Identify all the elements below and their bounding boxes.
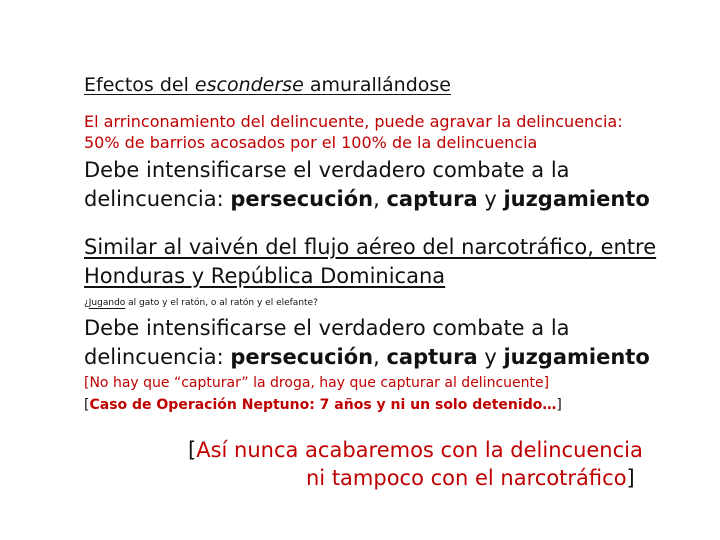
similar-line-2: Honduras y República Dominicana <box>84 264 446 288</box>
heading-post: amurallándose <box>303 74 451 96</box>
block1-sep-1: , <box>373 187 387 211</box>
bracket-line-2 <box>84 397 562 413</box>
quote-text-2: ni tampoco con el narcotráfico <box>306 466 627 490</box>
bracket-line-2-text: Caso de Operación Neptuno: 7 años y ni un solo detenido… <box>89 397 557 413</box>
block2-word-juzgamiento: juzgamiento <box>503 345 650 369</box>
quote-text-1: Así nunca acabaremos con la delincuencia <box>196 438 643 462</box>
quote-open: [ <box>188 438 197 462</box>
bracket-close: ] <box>556 397 562 413</box>
block2-word-persecucion: persecución <box>230 345 374 369</box>
small-note-pre: ¿ <box>84 298 89 308</box>
small-note-underlined: Jugando <box>88 298 126 308</box>
small-note-post: al gato y el ratón, o al ratón y el elefante? <box>125 298 318 308</box>
quote-line-2 <box>306 466 635 490</box>
quote-line-1 <box>188 438 643 462</box>
bracket-open: [ <box>84 397 90 413</box>
block1-word-persecucion: persecución <box>230 187 374 211</box>
block1-word-juzgamiento: juzgamiento <box>503 187 650 211</box>
block2-sep-1: , <box>373 345 387 369</box>
similar-line-1: Similar al vaivén del flujo aéreo del narcotráfico, entre <box>84 235 657 259</box>
red-text-line-2: 50% de barrios acosados por el 100% de la delincuencia <box>84 133 538 152</box>
slide-heading <box>84 74 451 96</box>
heading-pre: Efectos del <box>84 74 195 96</box>
block1-line-2 <box>84 187 650 211</box>
block2-line-1: Debe intensificarse el verdadero combate a la <box>84 316 570 340</box>
quote-close: ] <box>626 466 635 490</box>
block1-sep-2: y <box>477 187 504 211</box>
block1-word-captura: captura <box>386 187 478 211</box>
block1-prefix: delincuencia: <box>84 187 231 211</box>
block2-line-2 <box>84 345 650 369</box>
heading-emphasis: esconderse <box>194 74 304 96</box>
block2-prefix: delincuencia: <box>84 345 231 369</box>
red-text-line-1: El arrinconamiento del delincuente, puede agravar la delincuencia: <box>84 112 623 131</box>
bracket-line-1: [No hay que “capturar” la droga, hay que capturar al delincuente] <box>84 375 550 391</box>
block2-word-captura: captura <box>386 345 478 369</box>
block1-line-1: Debe intensificarse el verdadero combate a la <box>84 158 570 182</box>
small-note <box>84 298 318 308</box>
block2-sep-2: y <box>477 345 504 369</box>
